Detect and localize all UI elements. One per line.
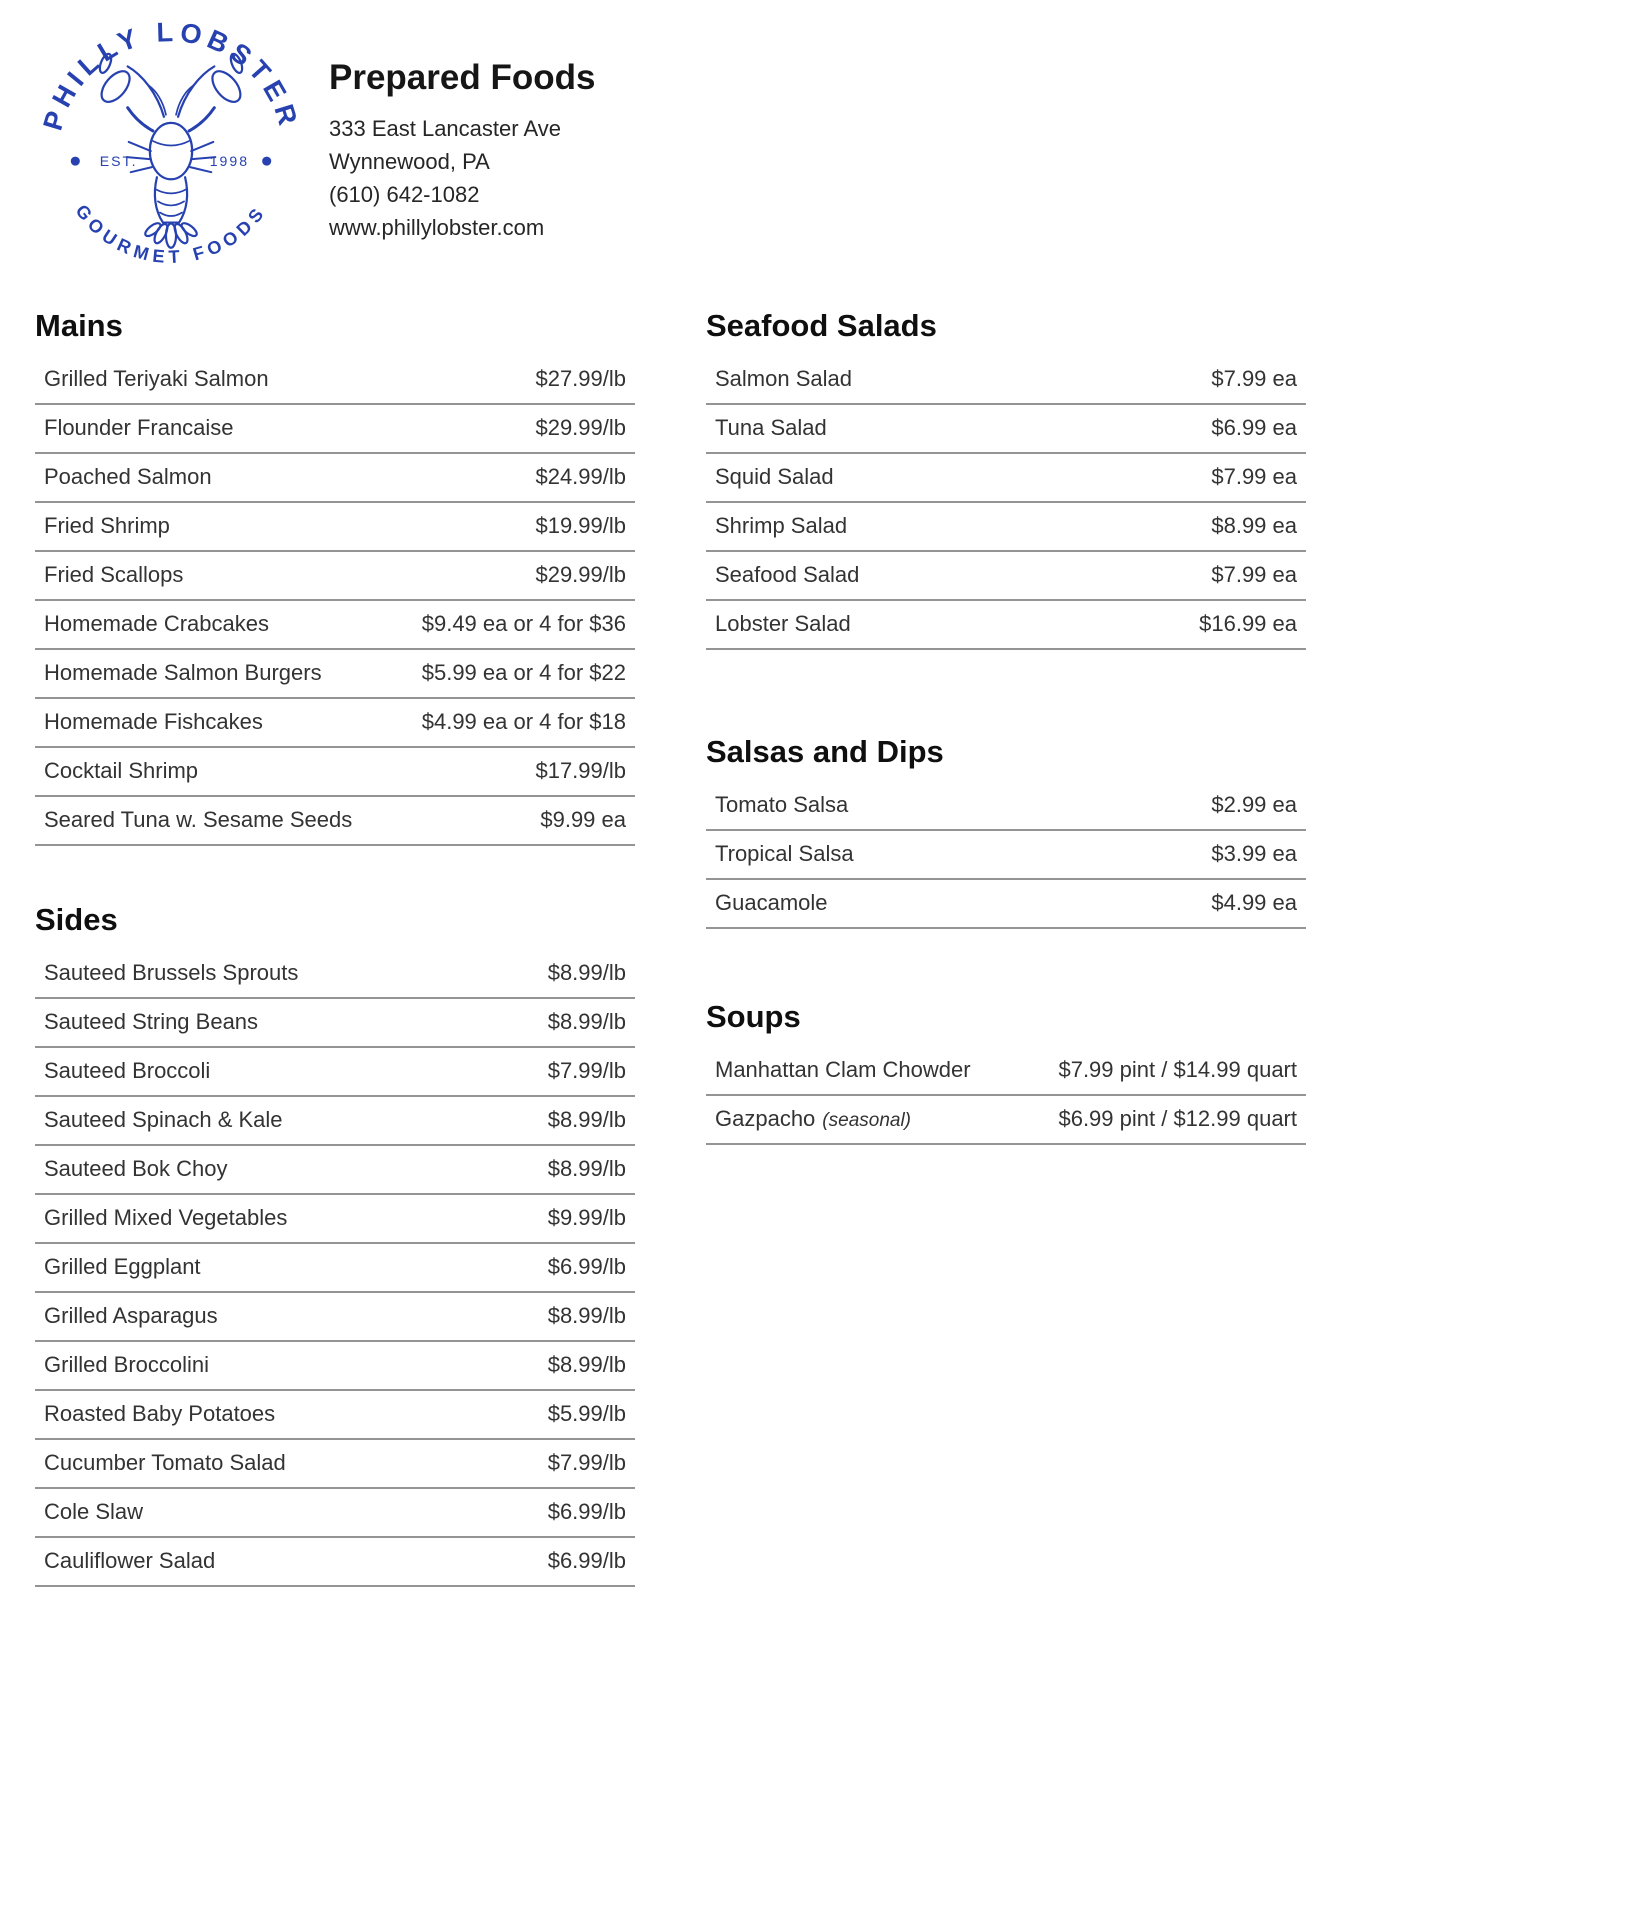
item-name: [44, 1205, 287, 1231]
logo-arc-top-text: PHILLY LOBSTER: [36, 15, 306, 134]
item-name: [44, 562, 183, 588]
menu-item-row: [35, 356, 635, 405]
item-price: $9.49 ea or 4 for $36: [421, 611, 626, 636]
item-name-text: Tropical Salsa: [715, 841, 854, 866]
menu-item-row: [35, 1146, 635, 1195]
menu-item-row: [35, 1440, 635, 1489]
item-name: [44, 366, 269, 392]
item-name-text: Salmon Salad: [715, 366, 852, 391]
item-name: [715, 513, 847, 539]
menu-columns: [35, 308, 1608, 1587]
item-price: $8.99/lb: [547, 960, 626, 985]
section-seafood-salads-table: [706, 356, 1306, 650]
item-name: [715, 890, 828, 916]
svg-text:PHILLY LOBSTER: [37, 16, 306, 134]
svg-text:GOURMET FOODS: [72, 201, 271, 267]
item-name: [715, 611, 851, 637]
item-name: [44, 709, 263, 735]
item-price: $3.99 ea: [1211, 841, 1297, 866]
item-name: [44, 1401, 275, 1427]
item-name-text: Gazpacho: [715, 1106, 816, 1131]
section-soups: [706, 999, 1306, 1145]
item-name: [715, 366, 852, 392]
item-name-text: Guacamole: [715, 890, 828, 915]
item-price: $29.99/lb: [535, 415, 626, 440]
masthead: [35, 10, 1608, 282]
menu-item-row: [706, 1096, 1306, 1145]
item-price: $8.99/lb: [547, 1009, 626, 1034]
item-price: $9.99 ea: [540, 807, 626, 832]
item-name: [44, 1450, 286, 1476]
item-name: [715, 1106, 911, 1132]
menu-item-row: [35, 1048, 635, 1097]
website-url: www.phillylobster.com: [329, 215, 545, 240]
item-price: $19.99/lb: [535, 513, 626, 538]
item-name-text: Manhattan Clam Chowder: [715, 1057, 971, 1082]
item-price: $8.99 ea: [1211, 513, 1297, 538]
item-name-text: Homemade Fishcakes: [44, 709, 263, 734]
store-info: [329, 10, 595, 244]
menu-item-row: [35, 950, 635, 999]
item-price: $6.99/lb: [547, 1548, 626, 1573]
logo-left-dot: [71, 157, 80, 166]
section-seafood-salads-title: Seafood Salads: [706, 308, 937, 343]
item-price: $4.99 ea: [1211, 890, 1297, 915]
section-sides: [35, 902, 635, 1587]
item-name-text: Sauteed Bok Choy: [44, 1156, 228, 1181]
item-name-text: Fried Scallops: [44, 562, 184, 587]
address-line-1: 333 East Lancaster Ave: [329, 116, 561, 141]
item-name-text: Sauteed Broccoli: [44, 1058, 211, 1083]
logo-est-year: 1998: [209, 153, 250, 170]
item-name: [44, 1352, 209, 1378]
menu-item-row: [35, 454, 635, 503]
item-name: [44, 1499, 143, 1525]
item-name: [44, 1254, 201, 1280]
menu-item-row: [35, 1293, 635, 1342]
item-name-text: Grilled Asparagus: [44, 1303, 218, 1328]
section-salsas-and-dips-title: Salsas and Dips: [706, 734, 944, 769]
item-name: [44, 415, 234, 441]
menu-item-row: [706, 454, 1306, 503]
item-name: [44, 464, 212, 490]
item-price: $24.99/lb: [535, 464, 626, 489]
item-name-text: Grilled Mixed Vegetables: [44, 1205, 288, 1230]
logo-right-dot: [262, 157, 271, 166]
item-note: (seasonal): [822, 1110, 912, 1131]
item-name-text: Cole Slaw: [44, 1499, 144, 1524]
menu-item-row: [35, 1489, 635, 1538]
logo-est-label: EST.: [99, 153, 138, 170]
menu-item-row: [706, 503, 1306, 552]
item-price: $5.99 ea or 4 for $22: [421, 660, 626, 685]
right-column: [706, 308, 1306, 1145]
item-price: $8.99/lb: [547, 1107, 626, 1132]
section-mains-title: Mains: [35, 308, 123, 343]
item-name-text: Sauteed Spinach & Kale: [44, 1107, 283, 1132]
item-name: [44, 1548, 215, 1574]
item-name: [44, 758, 198, 784]
item-name-text: Cauliflower Salad: [44, 1548, 216, 1573]
item-price: $6.99/lb: [547, 1499, 626, 1524]
item-price: $5.99/lb: [547, 1401, 626, 1426]
page-title: Prepared Foods: [329, 58, 596, 97]
item-name: [44, 807, 352, 833]
left-column: [35, 308, 635, 1587]
item-name: [715, 792, 848, 818]
menu-item-row: [35, 797, 635, 846]
item-name: [44, 1009, 258, 1035]
menu-item-row: [706, 552, 1306, 601]
section-mains: [35, 308, 635, 846]
menu-item-row: [706, 831, 1306, 880]
item-name-text: Tuna Salad: [715, 415, 827, 440]
menu-item-row: [35, 650, 635, 699]
item-price: $17.99/lb: [535, 758, 626, 783]
section-seafood-salads: [706, 308, 1306, 650]
item-name-text: Lobster Salad: [715, 611, 851, 636]
item-price: $8.99/lb: [547, 1156, 626, 1181]
item-price: $7.99/lb: [547, 1450, 626, 1475]
item-name-text: Homemade Salmon Burgers: [44, 660, 322, 685]
item-name: [715, 415, 827, 441]
item-price: $8.99/lb: [547, 1352, 626, 1377]
item-price: $8.99/lb: [547, 1303, 626, 1328]
item-price: $2.99 ea: [1211, 792, 1297, 817]
menu-item-row: [706, 1047, 1306, 1096]
item-name: [715, 562, 859, 588]
item-price: $7.99 ea: [1211, 366, 1297, 391]
menu-item-row: [35, 699, 635, 748]
section-sides-table: [35, 950, 635, 1587]
item-price: $6.99 ea: [1211, 415, 1297, 440]
item-name-text: Seared Tuna w. Sesame Seeds: [44, 807, 353, 832]
menu-item-row: [35, 999, 635, 1048]
item-price: $9.99/lb: [547, 1205, 626, 1230]
item-price: $7.99 pint / $14.99 quart: [1058, 1057, 1297, 1082]
menu-item-row: [35, 748, 635, 797]
item-name-text: Grilled Teriyaki Salmon: [44, 366, 269, 391]
menu-item-row: [706, 405, 1306, 454]
item-name-text: Shrimp Salad: [715, 513, 848, 538]
item-price: $7.99/lb: [547, 1058, 626, 1083]
menu-item-row: [35, 405, 635, 454]
menu-item-row: [706, 880, 1306, 929]
phone-number: (610) 642-1082: [329, 182, 480, 207]
item-name-text: Squid Salad: [715, 464, 834, 489]
item-name-text: Grilled Broccolini: [44, 1352, 210, 1377]
section-sides-title: Sides: [35, 902, 118, 937]
item-name-text: Poached Salmon: [44, 464, 212, 489]
item-name: [44, 1156, 227, 1182]
item-price: $6.99 pint / $12.99 quart: [1058, 1106, 1297, 1131]
item-price: $7.99 ea: [1211, 464, 1297, 489]
menu-item-row: [35, 503, 635, 552]
section-salsas-and-dips: [706, 734, 1306, 929]
item-name-text: Tomato Salsa: [715, 792, 849, 817]
logo-arc-bottom-text: GOURMET FOODS: [71, 200, 271, 268]
lobster-icon: [96, 52, 246, 247]
item-price: $4.99 ea or 4 for $18: [421, 709, 626, 734]
menu-item-row: [706, 356, 1306, 405]
item-name-text: Cucumber Tomato Salad: [44, 1450, 286, 1475]
item-name-text: Cocktail Shrimp: [44, 758, 199, 783]
menu-item-row: [35, 1391, 635, 1440]
item-name-text: Sauteed String Beans: [44, 1009, 259, 1034]
item-name-text: Roasted Baby Potatoes: [44, 1401, 276, 1426]
menu-item-row: [35, 552, 635, 601]
item-name: [715, 464, 834, 490]
item-name: [715, 1057, 971, 1083]
item-name: [44, 1107, 283, 1133]
item-name-text: Grilled Eggplant: [44, 1254, 201, 1279]
menu-item-row: [35, 1244, 635, 1293]
item-name: [44, 611, 269, 637]
section-soups-title: Soups: [706, 999, 801, 1034]
menu-item-row: [706, 782, 1306, 831]
address-line-2: Wynnewood, PA: [329, 149, 490, 174]
menu-item-row: [35, 1195, 635, 1244]
section-mains-table: [35, 356, 635, 846]
item-price: $6.99/lb: [547, 1254, 626, 1279]
menu-item-row: [35, 1097, 635, 1146]
item-name-text: Fried Shrimp: [44, 513, 170, 538]
item-name: [715, 841, 854, 867]
item-price: $7.99 ea: [1211, 562, 1297, 587]
item-price: $29.99/lb: [535, 562, 626, 587]
item-name: [44, 1058, 210, 1084]
menu-item-row: [706, 601, 1306, 650]
menu-item-row: [35, 1538, 635, 1587]
item-name-text: Homemade Crabcakes: [44, 611, 269, 636]
item-name: [44, 960, 298, 986]
item-name: [44, 1303, 218, 1329]
item-price: $16.99 ea: [1199, 611, 1297, 636]
item-name-text: Seafood Salad: [715, 562, 860, 587]
philly-lobster-logo: [35, 10, 307, 282]
item-name: [44, 513, 170, 539]
menu-item-row: [35, 1342, 635, 1391]
section-salsas-and-dips-table: [706, 782, 1306, 929]
section-soups-table: [706, 1047, 1306, 1145]
item-name-text: Flounder Francaise: [44, 415, 234, 440]
item-name-text: Sauteed Brussels Sprouts: [44, 960, 299, 985]
menu-item-row: [35, 601, 635, 650]
item-name: [44, 660, 322, 686]
item-price: $27.99/lb: [535, 366, 626, 391]
